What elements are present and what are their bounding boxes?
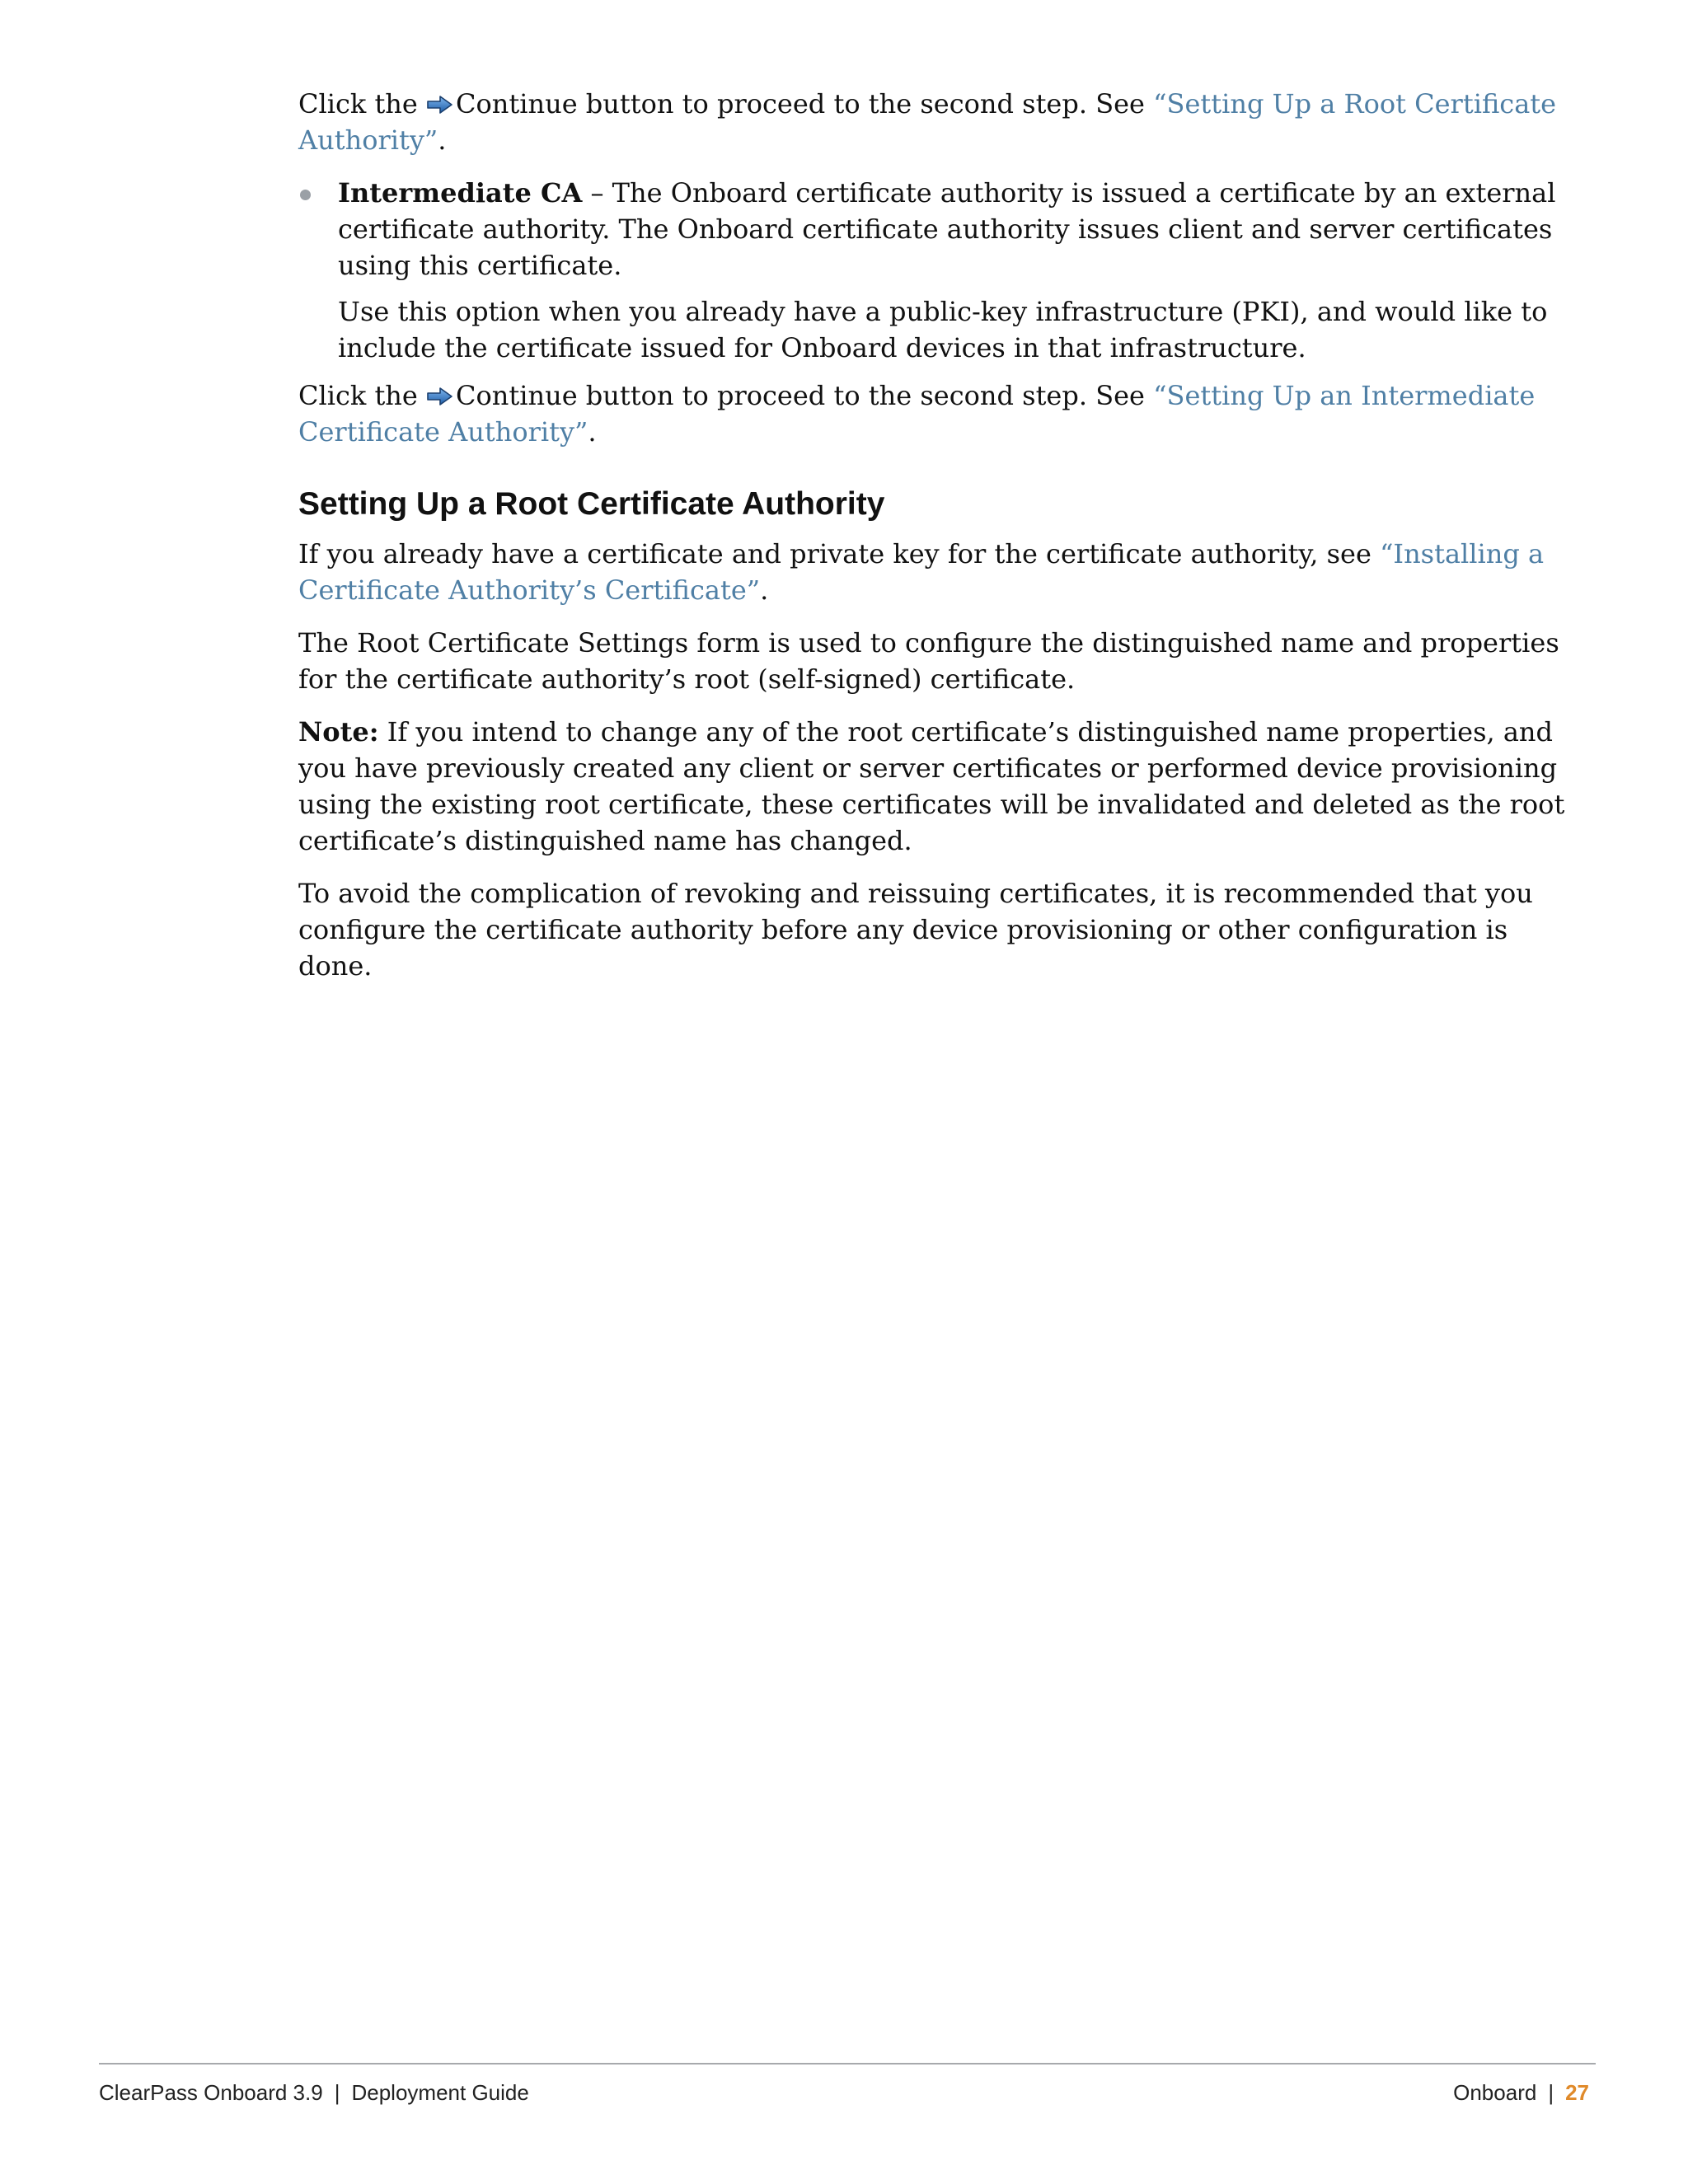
root-ca-link[interactable]: “Setting Up a Root Certificate Authority” — [298, 88, 1557, 156]
bullet-paragraph-2: Use this option when you already have a public-key infrastructure (PKI), and would like to include the certificate issued for Onboard devices in that infrastructure. — [338, 296, 1548, 363]
continue-root-paragraph — [298, 86, 1584, 158]
note-paragraph — [298, 714, 1584, 859]
text: Continue button to proceed to the second step. See — [456, 88, 1154, 120]
list-item-intermediate-ca — [298, 175, 1584, 366]
installing-ca-cert-link[interactable]: “Installing a Certificate Authority’s Certificate” — [298, 538, 1545, 606]
text: Click the — [298, 88, 427, 120]
continue-intermediate-paragraph — [298, 377, 1584, 450]
footer-right — [1453, 2079, 1589, 2107]
page-content — [298, 86, 1584, 1001]
bullet-body — [338, 175, 1584, 366]
root-settings-paragraph: The Root Certificate Settings form is used to configure the distinguished name and properties for the certificate authority’s root (self-signed) certificate. — [298, 627, 1559, 695]
text: Click the — [298, 380, 427, 411]
text: If you intend to change any of the root certificate’s distinguished name properties, and you have previously created any client or server certificates or performed device provisioning using the existing root certificate, these certificates will be invalidated and deleted as the root certificate’s distinguished name has changed. — [298, 716, 1565, 856]
footer-product: ClearPass Onboard 3.9 — [99, 2080, 323, 2105]
footer-separator: | — [334, 2080, 340, 2105]
text: – The Onboard certificate authority is issued a certificate by an external certificate authority. The Onboard certificate authority issues client and server certificates using this certificate. — [338, 177, 1556, 281]
section-heading: Setting Up a Root Certificate Authority — [298, 486, 885, 522]
bullet-paragraph — [338, 175, 1584, 284]
text: . — [760, 574, 769, 606]
term: Intermediate CA — [338, 177, 583, 209]
note-label: Note: — [298, 716, 379, 748]
text: Continue button to proceed to the second step. See — [456, 380, 1154, 411]
continue-arrow-icon — [426, 94, 453, 115]
text: . — [438, 124, 447, 156]
footer-divider — [99, 2063, 1596, 2064]
recommendation-paragraph: To avoid the complication of revoking and reissuing certificates, it is recommended that you configure the certificate authority before any device provisioning or other configuration is done. — [298, 878, 1533, 982]
continue-arrow-icon — [426, 386, 453, 407]
intermediate-ca-link[interactable]: “Setting Up an Intermediate Certificate Authority” — [298, 380, 1536, 448]
footer-guide: Deployment Guide — [351, 2080, 529, 2105]
installing-paragraph — [298, 536, 1584, 608]
footer-separator: | — [1548, 2080, 1554, 2105]
page-number: 27 — [1565, 2080, 1589, 2105]
text: . — [588, 416, 597, 448]
bullet-dot — [300, 190, 311, 200]
footer-section: Onboard — [1453, 2080, 1537, 2105]
text: If you already have a certificate and private key for the certificate authority, see — [298, 538, 1381, 569]
footer-left — [99, 2079, 529, 2107]
